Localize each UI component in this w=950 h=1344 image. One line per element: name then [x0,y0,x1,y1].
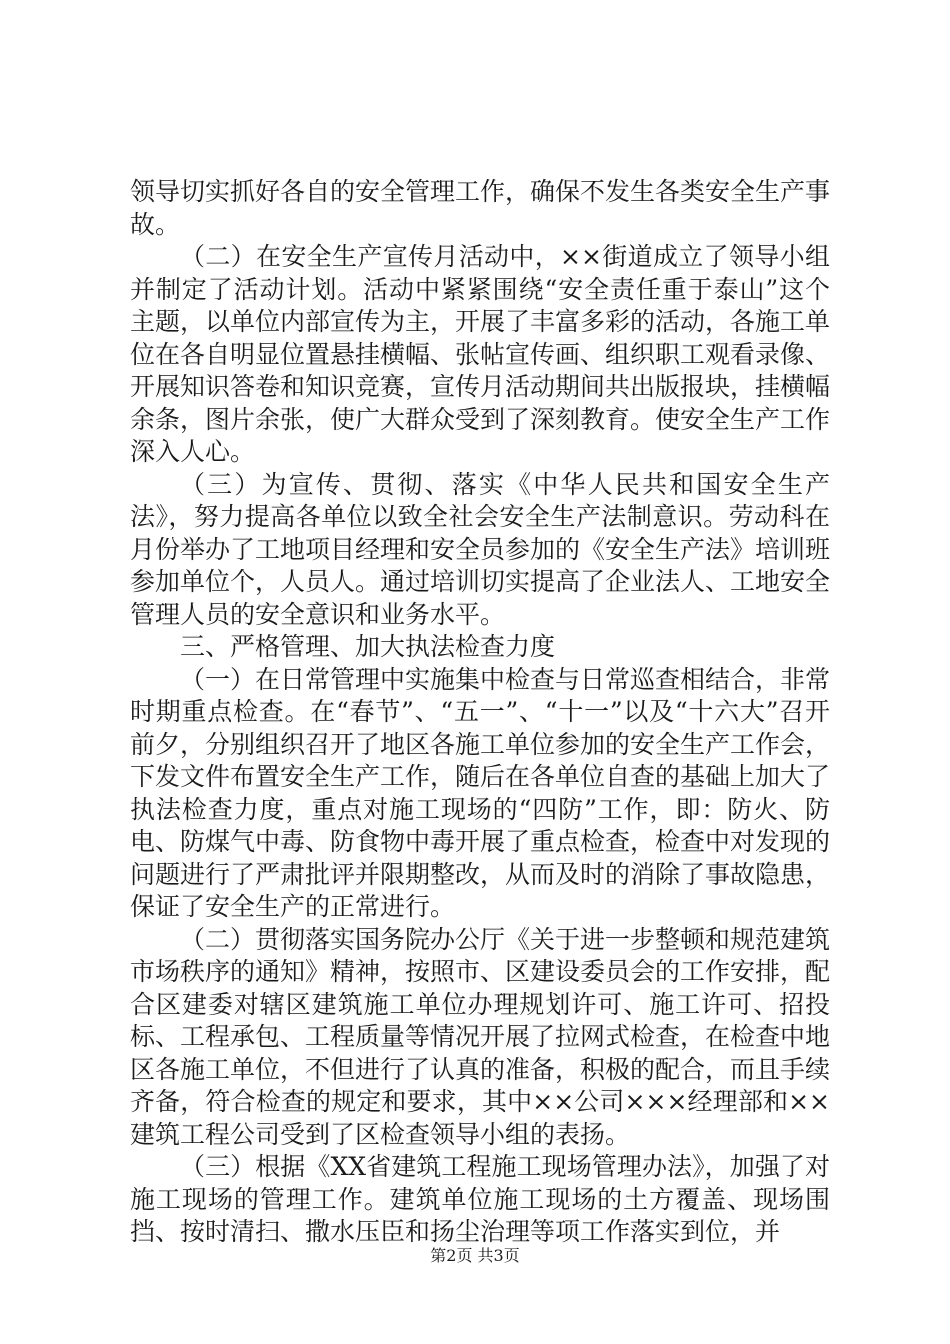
section-heading-strict-management: 三、严格管理、加大执法检查力度 [180,632,556,661]
paragraph-site-management: （三）根据《XX省建筑工程施工现场管理办法》，加强了对施工现场的管理工作。建筑单位施工现场的土方覆盖、现场围挡、按时清扫、撒水压臣和扬尘治理等项工作落实到位，并 [130,1152,830,1246]
page-number-footer: 第2页 共3页 [430,1246,520,1265]
paragraph-publicity-month: （二）在安全生产宣传月活动中，××街道成立了领导小组并制定了活动计划。活动中紧紧围绕“安全责任重于泰山”这个主题，以单位内部宣传为主，开展了丰富多彩的活动，各施工单位在各自明显位置悬挂横幅、张帖宣传画、组织职工观看录像、开展知识答卷和知识竞赛，宣传月活动期间共出版报块，挂横幅余条，图片余张，使广大群众受到了深刻教育。使安全生产工作深入人心。 [130,242,831,466]
paragraph-safety-law-training: （三）为宣传、贯彻、落实《中华人民共和国安全生产法》，努力提高各单位以致全社会安全生产法制意识。劳动科在月份举办了工地项目经理和安全员参加的《安全生产法》培训班参加单位个，人员人。通过培训切实提高了企业法人、工地安全管理人员的安全意识和业务水平。 [130,469,831,629]
document-body [130,176,830,1249]
paragraph-continuation: 领导切实抓好各自的安全管理工作，确保不发生各类安全生产事故。 [130,177,831,239]
paragraph-daily-inspection: （一）在日常管理中实施集中检查与日常巡查相结合，非常时期重点检查。在“春节”、“五一”、“十一”以及“十六大”召开前夕，分别组织召开了地区各施工单位参加的安全生产工作会，下发文件布置安全生产工作，随后在各单位自查的基础上加大了执法检查力度，重点对施工现场的“四防”工作，即：防火、防电、防煤气中毒、防食物中毒开展了重点检查，检查中对发现的问题进行了严肃批评并限期整改，从而及时的消除了事故隐患，保证了安全生产的正常进行。 [130,664,831,921]
paragraph-market-order-inspection: （二）贯彻落实国务院办公厅《关于进一步整顿和规范建筑市场秩序的通知》精神，按照市、区建设委员会的工作安排，配合区建委对辖区建筑施工单位办理规划许可、施工许可、招投标、工程承包、工程质量等情况开展了拉网式检查，在检查中地区各施工单位，不但进行了认真的准备，积极的配合，而且手续齐备，符合检查的规定和要求，其中××公司×××经理部和××建筑工程公司受到了区检查领导小组的表扬。 [130,924,831,1149]
